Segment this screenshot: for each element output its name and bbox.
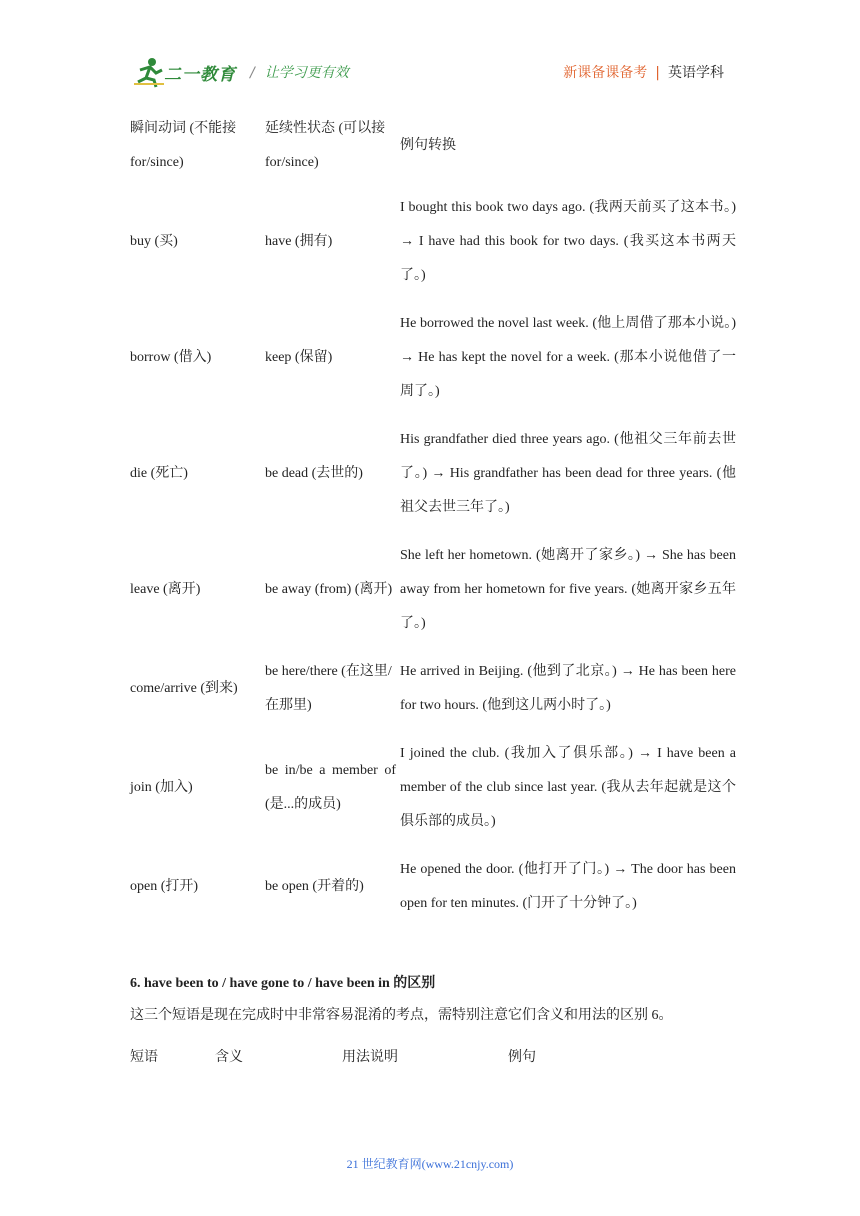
example-sentence: His grandfather died three years ago. (他祖父三年前去世了。) → His grandfather has been dead for three years. (他祖父去世三年了。)	[400, 432, 736, 515]
subject-label: 英语学科	[668, 65, 724, 81]
header-category	[563, 62, 724, 82]
state-phrase: be away (from) (离开)	[265, 582, 393, 597]
example-sentence: He arrived in Beijing. (他到了北京。) → He has been here for two hours. (他到这儿两小时了。)	[400, 664, 736, 713]
example-sentence: He opened the door. (他打开了门。) → The door has been open for ten minutes. (门开了十分钟了。)	[400, 862, 736, 911]
instant-verb: borrow (借入)	[130, 350, 212, 365]
example-sentence: I joined the club. (我加入了俱乐部。) → I have been a member of the club since last year. (我从去年起就是这个俱乐部的成员。)	[400, 746, 736, 829]
table-header-row	[130, 108, 736, 184]
column-header-meaning: 含义	[215, 1050, 243, 1065]
header-example: 例句转换	[400, 138, 456, 153]
verb-conversion-table	[130, 108, 736, 928]
state-phrase: keep (保留)	[265, 350, 333, 365]
section-title: 6. have been to / have gone to / have been in 的区别	[130, 976, 436, 991]
table-row	[130, 300, 736, 416]
table-row	[130, 648, 736, 730]
state-phrase: be open (开着的)	[265, 879, 364, 894]
slogan-text: 让学习更有效	[264, 65, 349, 81]
state-phrase: be here/there (在这里/在那里)	[265, 664, 392, 713]
instant-verb: join (加入)	[130, 780, 193, 795]
state-phrase: be dead (去世的)	[265, 466, 363, 481]
runner-logo-icon	[132, 56, 166, 88]
example-sentence: He borrowed the novel last week. (他上周借了那本小说。) → He has kept the novel for a week. (那本小说他借了一周了。)	[400, 316, 736, 399]
table-row	[130, 532, 736, 648]
instant-verb: die (死亡)	[130, 466, 188, 481]
instant-verb: open (打开)	[130, 879, 199, 894]
column-header-example: 例句	[508, 1050, 536, 1065]
table-row	[130, 184, 736, 300]
state-phrase: have (拥有)	[265, 234, 333, 249]
example-sentence: She left her hometown. (她离开了家乡。) → She has been away from her hometown for five years. (她离开家乡五年了。)	[400, 548, 736, 631]
table-row	[130, 416, 736, 532]
column-header-usage: 用法说明	[342, 1050, 398, 1065]
category-label: 新课备课备考	[563, 65, 648, 81]
instant-verb: buy (买)	[130, 234, 178, 249]
page-footer: 21 世纪教育网(www.21cnjy.com)	[346, 1157, 514, 1171]
section-body: 这三个短语是现在完成时中非常容易混淆的考点，需特别注意它们含义和用法的区别 6。	[130, 1008, 673, 1023]
state-phrase: be in/be a member of (是...的成员)	[265, 763, 396, 812]
table-row	[130, 846, 736, 928]
logo-text: 二一教育	[164, 65, 236, 85]
logo	[132, 56, 244, 88]
example-sentence: I bought this book two days ago. (我两天前买了这本书。) → I have had this book for two days. (我买这本书两天了。)	[400, 200, 736, 283]
header-separator: |	[655, 65, 660, 81]
table-row	[130, 730, 736, 846]
header-state: 延续性状态 (可以接 for/since)	[265, 121, 386, 170]
column-header-phrase: 短语	[130, 1050, 158, 1065]
instant-verb: come/arrive (到来)	[130, 681, 238, 696]
slogan: / 让学习更有效	[250, 65, 349, 81]
instant-verb: leave (离开)	[130, 582, 201, 597]
page-header	[0, 0, 860, 100]
header-instant-verb: 瞬间动词 (不能接 for/since)	[130, 121, 237, 170]
